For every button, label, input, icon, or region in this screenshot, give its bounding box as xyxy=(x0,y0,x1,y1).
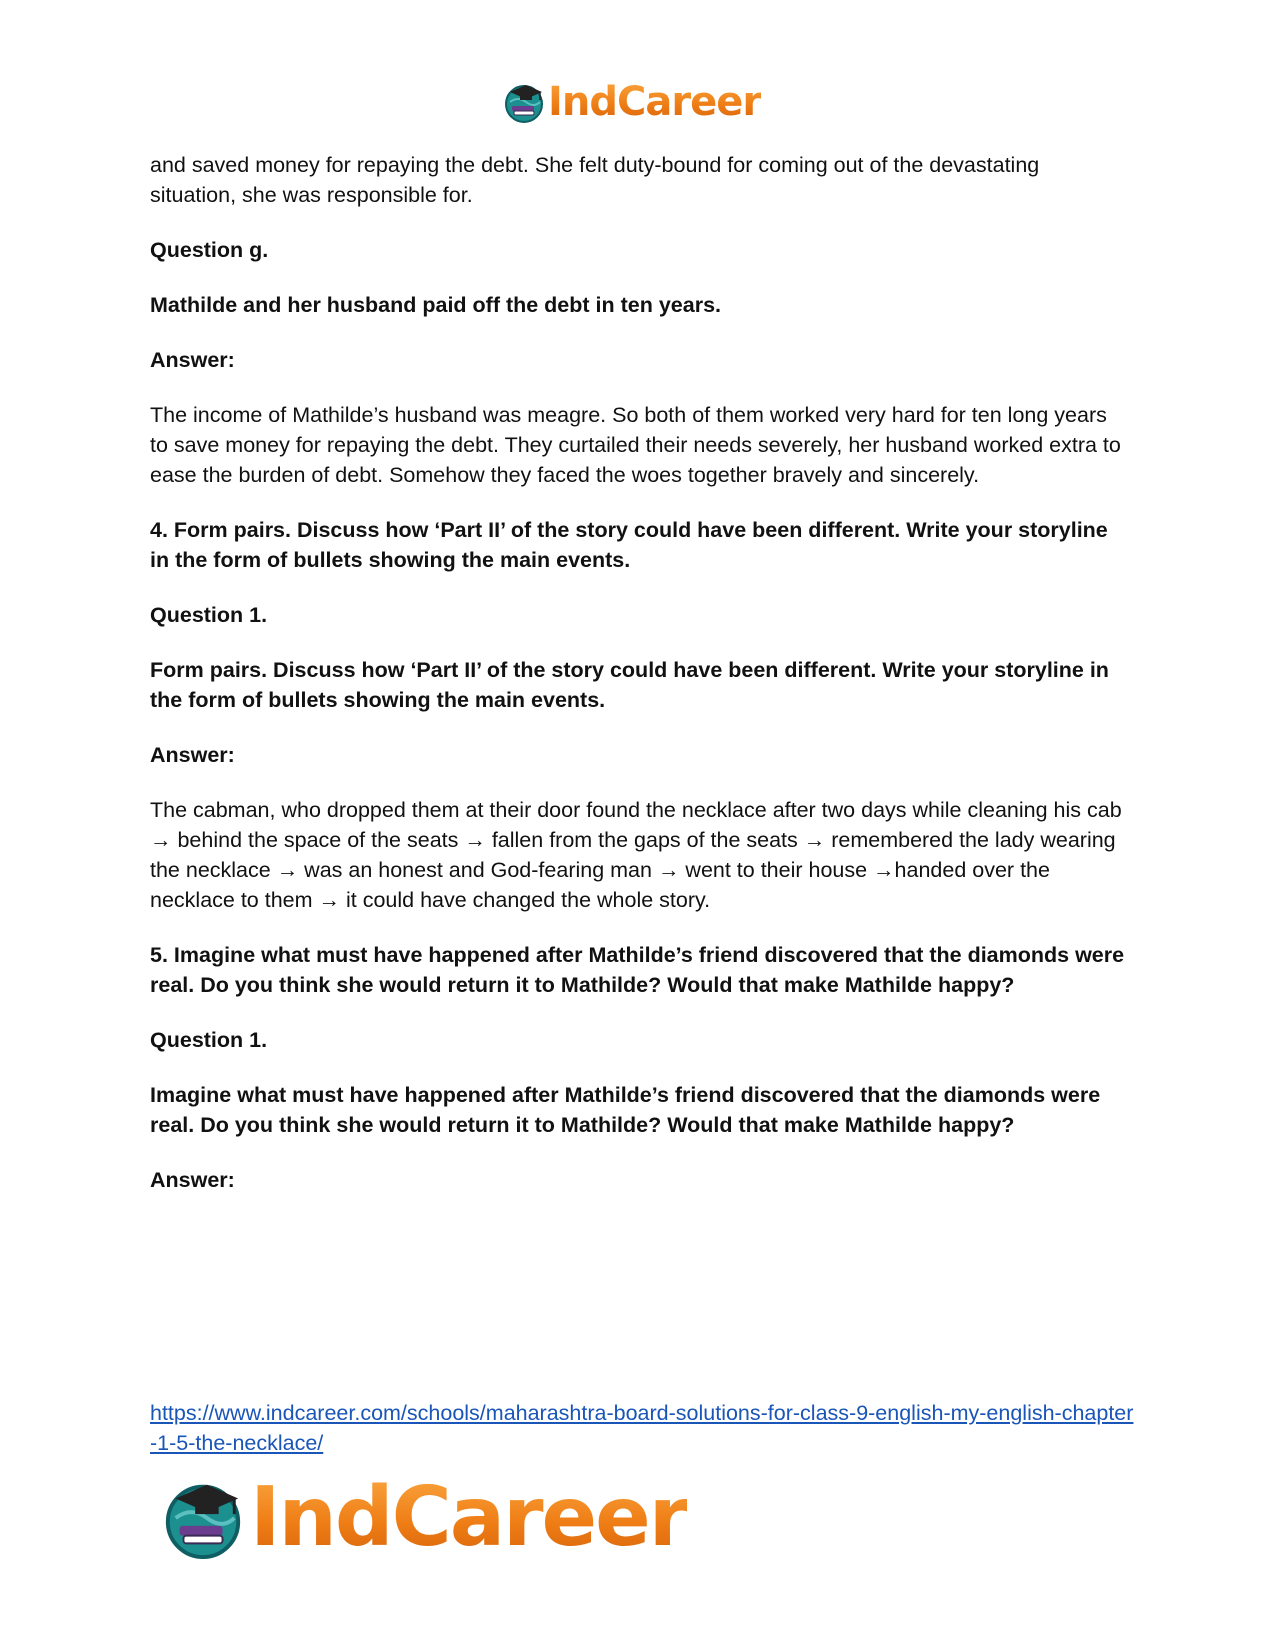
footer-logo xyxy=(160,1470,688,1565)
source-url-link[interactable]: https://www.indcareer.com/schools/maharashtra-board-solutions-for-class-9-english-my-english-chapter-1-5-the-necklace/ xyxy=(150,1401,1134,1455)
answer-label: Answer: xyxy=(150,348,235,372)
question-text: Imagine what must have happened after Mathilde’s friend discovered that the diamonds were real. Do you think she would return it to Mathilde? Would that make Mathilde happy? xyxy=(150,1083,1101,1137)
paragraph-continuation: and saved money for repaying the debt. She felt duty-bound for coming out of the devastating situation, she was responsible for. xyxy=(150,153,1040,207)
question-text: Form pairs. Discuss how ‘Part II’ of the story could have been different. Write your storyline in the form of bullets showing the main events. xyxy=(150,658,1109,712)
answer-text: The cabman, who dropped them at their door found the necklace after two days while cleaning his cab → behind the space of the seats → fallen from the gaps of the seats → remembered the lady wearing the necklace → was an honest and God-fearing man → went to their house →handed over the necklace to them → it could have changed the whole story. xyxy=(150,798,1122,912)
answer-label: Answer: xyxy=(150,1168,235,1192)
question-text: Mathilde and her husband paid off the debt in ten years. xyxy=(150,293,721,317)
globe-graduation-cap-icon xyxy=(160,1475,246,1561)
section-heading-5: 5. Imagine what must have happened after Mathilde’s friend discovered that the diamonds were real. Do you think she would return it to Mathilde? Would that make Mathilde happy? xyxy=(150,943,1125,997)
document-body xyxy=(150,150,1130,1220)
header-logo xyxy=(502,80,761,124)
header-logo-text: IndCareer xyxy=(548,79,762,125)
section-heading-4: 4. Form pairs. Discuss how ‘Part II’ of the story could have been different. Write your storyline in the form of bullets showing the main events. xyxy=(150,518,1108,572)
globe-graduation-cap-icon xyxy=(502,80,546,124)
question-label: Question 1. xyxy=(150,1028,268,1052)
answer-text: The income of Mathilde’s husband was meagre. So both of them worked very hard for ten long years to save money for repaying the debt. They curtailed their needs severely, her husband worked extra to ease the burden of debt. Somehow they faced the woes together bravely and sincerely. xyxy=(150,403,1121,487)
question-label: Question g. xyxy=(150,238,269,262)
question-label: Question 1. xyxy=(150,603,268,627)
answer-label: Answer: xyxy=(150,743,235,767)
footer-logo-text: IndCareer xyxy=(250,1470,688,1565)
